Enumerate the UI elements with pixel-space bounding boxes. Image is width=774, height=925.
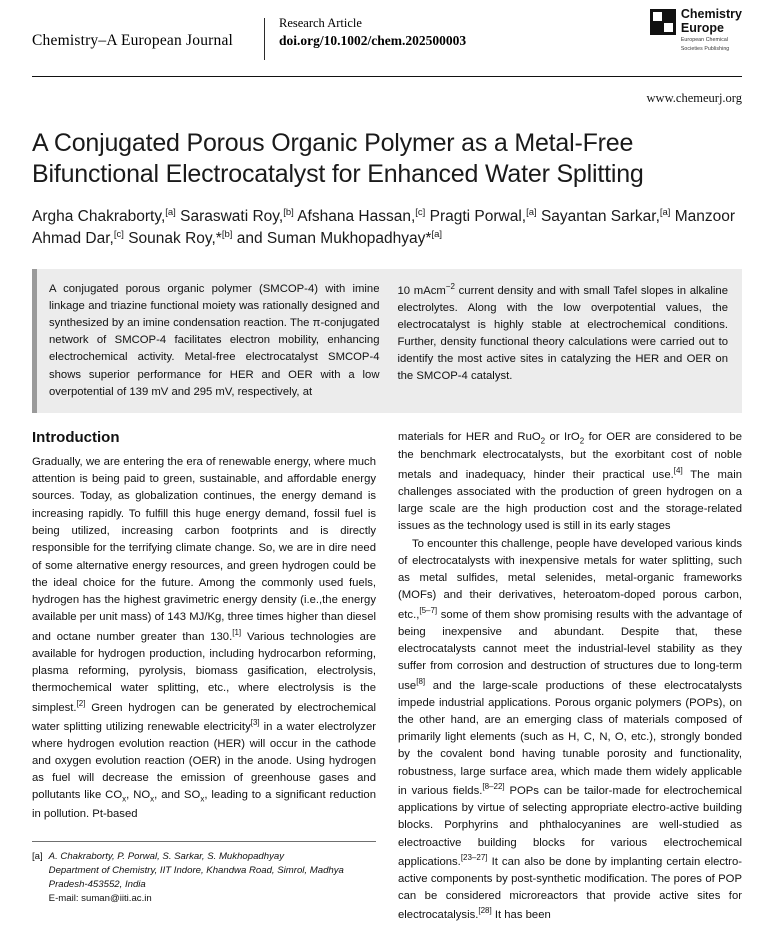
abstract-box	[32, 269, 742, 413]
doi-link[interactable]: doi.org/10.1002/chem.202500003	[279, 33, 467, 48]
chemistry-europe-logo	[650, 8, 742, 53]
article-type: Research Article	[279, 16, 362, 30]
header-rule	[32, 76, 742, 77]
section-heading-introduction: Introduction	[32, 428, 120, 446]
journal-name: Chemistry–A European Journal	[32, 32, 234, 49]
body-columns	[32, 429, 742, 925]
page-header	[32, 0, 742, 72]
page-title: A Conjugated Porous Organic Polymer as a Metal-Free Bifunctional Electrocatalyst for Enhanced Water Splitting	[32, 129, 644, 188]
abstract-column-right: 10 mAcm$^{-2}$ current density and with small Tafel slopes in alkaline electrolytes. Along with the low overpotential values, the electrocatalyst is highly stable at electrochemical conditions. Further, density functional theory calculations were carried out to identify the most active sites in catalyzing the HER and OER on the SMCOP-4 catalyst.	[397, 281, 728, 383]
author-line-1: Argha Chakraborty,[a] Saraswati Roy,[b] Afshana Hassan,[c] Pragti Porwal,[a] Sayantan Sarkar,[a]	[32, 206, 671, 225]
body-column-left	[32, 429, 376, 925]
paragraph-intro-3: To encounter this challenge, people have developed various kinds of electrocatalysts with inexpensive metals for water splitting, such as metal sulfides, metal selenides, metal-organic frameworks (MOFs) and their derivatives, heteroatom-doped porous carbon, etc.,[5–7] some of them show promising results with the advantage of being inexpensive and abundant. Despite that, these electrocatalysts cannot meet the industrial-level stability as they suffer from corrosion and destruction of structures due to long-term use[8] and the large-scale productions of these electrocatalysts impede industrial applications. Porous organic polymers (POPs), on the other hand, are an emerging class of materials composed of primarily light elements (such as H, C, N, O, etc.), strongly bonded by the covalent bond having tunable porosity and functionality, robustness, large surface area, which made them widely applicable in various fields.[8–22] POPs can be tailor-made for electrochemical applications by virtue of selecting appropriate electro-active building blocks. Porphyrins and phthalocyanines are well-studied as electroactive building blocks for various electrochemical applications.[23–27] It can also be done by implanting certain electro-active components by post-synthetic modification. The pores of POP can be considered microreactors that provide active sites for electrocatalysis.[28] It has been	[398, 537, 743, 922]
logo-subtext-line2: Societies Publishing	[680, 46, 730, 53]
paragraph-intro-1: Gradually, we are entering the era of renewable energy, where much attention is being paid to green, sustainable, and affordable energy sources. Today, as globalization continues, the energy demand is increasing rapidly. To fulfill this huge energy demand, fossil fuel is being utilized, increasing carbon footprints and is directly responsible for the terrifying climate change. So, we are in dire need of some alternative energy resources, and green hydrogen could be the ideal choice for the future. Among the commonly used fuels, hydrogen has the highest gravimetric energy density (i.e.,the energy available per unit mass) of 143 MJ/Kg, three times higher than diesel and octane number greater than 130.[1] Various technologies are available for hydrogen production, including hydrocarbon reforming, plasma reforming, pyrolysis, biomass gasification, electrolysis, thermochemical water splitting, etc., where electrolysis is the simplest.[2] Green hydrogen can be generated by electrochemical water splitting utilizing renewable electricity[3] in a water electrolyzer where hydrogen evolution reaction (HER) will occur in the cathode and oxygen evolution reaction (OER) in the anode. Using hydrogen as fuel will decrease the emission of greenhouse gases and pollutants like $CO_x$, $NO_x$, and $SO_x$, leading to a significant reduction in pollution. Pt-based	[32, 455, 376, 820]
logo-subtext-line1: European Chemical	[680, 37, 729, 43]
logo-mark-icon	[650, 9, 676, 35]
footnote-affiliation: Department of Chemistry, IIT Indore, Khandwa Road, Simrol, Madhya Pradesh-453552, India	[48, 865, 344, 891]
abstract-column-left: A conjugated porous organic polymer (SMCOP-4) with imine linkage and triazine functional moiety was rationally designed and synthesized by an imine condensation reaction. The π-conjugated network of SMCOP-4 facilitates electron mobility, enhancing electrochemical activity. Metal-free electrocatalyst SMCOP-4 shows superior performance for HER and OER with a low overpotential of 139 mV and 295 mV, respectively, at	[49, 282, 380, 398]
logo-text-line1: Chemistry	[680, 7, 742, 21]
paragraph-intro-2: materials for HER and RuO$_2$ or IrO$_2$ for OER are considered to be the benchmark electrocatalysts, but the exorbitant cost of noble metals and inadequacy, hinder their practical use.[4] The main challenges associated with the production of green hydrogen on a large scale are the high production cost and the storage-related issues as the technology used is still in its early stages	[398, 430, 743, 533]
author-line-2: Manzoor Ahmad Dar,[c] Sounak Roy,*[b] and Suman Mukhopadhyay*[a]	[32, 207, 736, 248]
footnote-names: A. Chakraborty, P. Porwal, S. Sarkar, S. Mukhopadhyay	[48, 851, 285, 863]
body-column-right	[398, 429, 742, 925]
footnote-email[interactable]: E-mail: suman@iiti.ac.in	[48, 892, 152, 904]
affiliation-footnote	[32, 841, 376, 906]
footnote-text	[49, 850, 376, 906]
logo-text-line2: Europe	[680, 20, 724, 35]
author-list	[32, 206, 742, 251]
footnote-marker: [a]	[32, 851, 43, 863]
journal-url[interactable]: www.chemeurj.org	[646, 91, 742, 105]
